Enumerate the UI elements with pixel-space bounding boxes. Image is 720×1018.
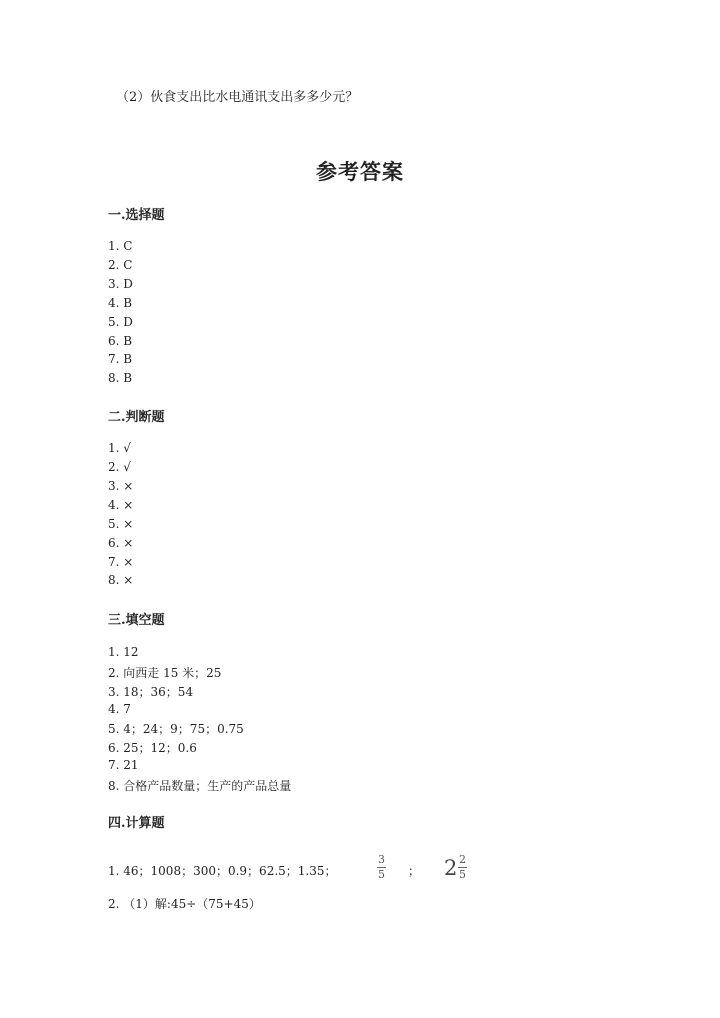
fraction-numerator: 3 [378, 853, 385, 866]
section-heading-calc: 四.计算题 [108, 816, 165, 831]
list-item: 6. B [108, 334, 133, 348]
list-item: 4. B [108, 296, 133, 310]
list-item: 6. × [108, 536, 134, 550]
fraction-denominator: 5 [378, 868, 385, 881]
list-item: 8. × [108, 573, 134, 587]
list-item: 1. 46；1008；300；0.9；62.5；1.35； [108, 864, 337, 878]
list-item: 2. C [108, 258, 133, 272]
list-item: 7. 21 [108, 758, 139, 772]
list-item: 6. 25；12；0.6 [108, 741, 197, 755]
list-item: 5. 4；24；9；75；0.75 [108, 722, 244, 736]
list-item: 2. √ [108, 460, 131, 474]
section-heading-fill: 三.填空题 [108, 613, 165, 628]
list-item: 7. B [108, 352, 133, 366]
list-item: 2. 向西走 15 米；25 [108, 666, 222, 680]
list-item: 2. （1）解:45÷（75+45） [108, 897, 261, 911]
list-item: 3. × [108, 479, 134, 493]
list-item: 1. √ [108, 441, 131, 455]
fraction-denominator: 5 [459, 868, 466, 881]
list-item: 3. 18；36；54 [108, 685, 194, 699]
question-line: （2）伙食支出比水电通讯支出多多少元？ [116, 90, 359, 105]
mixed-number-whole: 2 [444, 856, 458, 880]
mixed-number-fraction [458, 854, 467, 881]
list-item: 7. × [108, 555, 134, 569]
list-item: 1. C [108, 239, 133, 253]
list-item: 5. × [108, 517, 134, 531]
fraction [377, 854, 386, 881]
fraction-numerator: 2 [459, 853, 466, 866]
list-item: 3. D [108, 277, 133, 291]
section-heading-judge: 二.判断题 [108, 410, 165, 425]
list-item: 8. B [108, 371, 133, 385]
list-item: 4. × [108, 498, 134, 512]
page-title: 参考答案 [316, 159, 404, 184]
list-item: 1. 12 [108, 645, 139, 659]
separator: ； [408, 864, 421, 878]
section-heading-choice: 一.选择题 [108, 208, 165, 223]
list-item: 5. D [108, 315, 133, 329]
list-item: 8. 合格产品数量；生产的产品总量 [108, 779, 292, 793]
list-item: 4. 7 [108, 702, 131, 716]
